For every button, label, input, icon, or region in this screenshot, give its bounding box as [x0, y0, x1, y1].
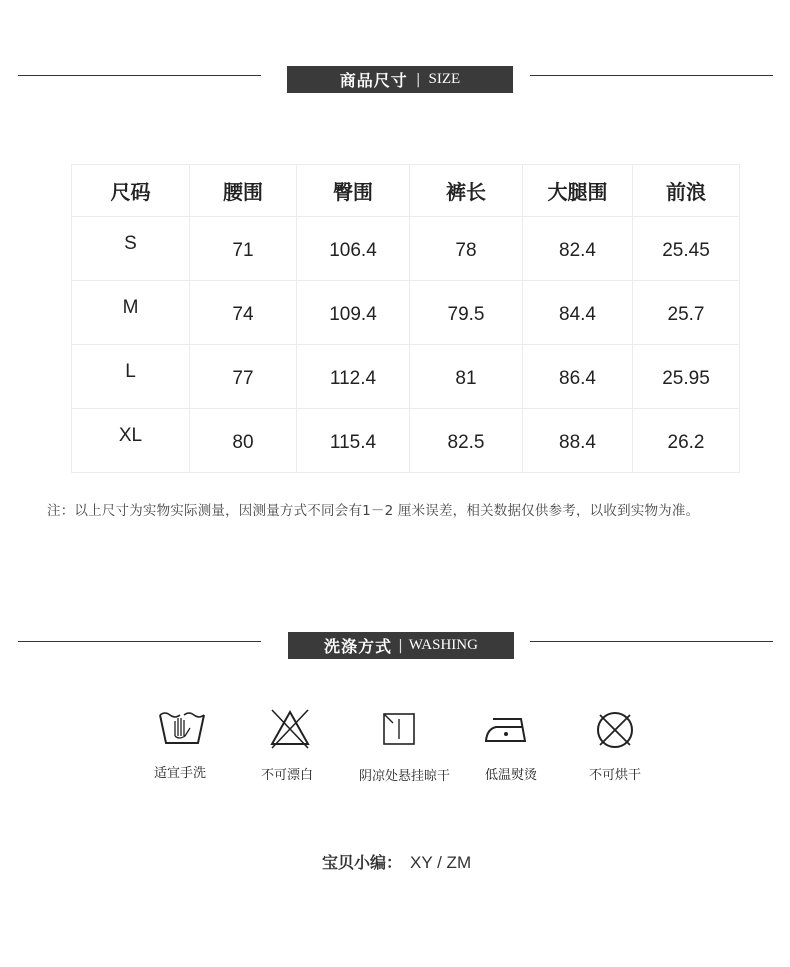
header-front-rise: 前浪 — [633, 165, 740, 217]
table-row — [72, 281, 740, 345]
hip-cell: 106.4 — [297, 217, 410, 281]
waist-cell: 71 — [190, 217, 297, 281]
hip-cell: 115.4 — [297, 409, 410, 473]
size-title-cn: 商品尺寸 — [339, 71, 408, 90]
thigh-cell: 84.4 — [523, 281, 633, 345]
thigh-cell: 88.4 — [523, 409, 633, 473]
thigh-cell: 82.4 — [523, 217, 633, 281]
length-cell: 79.5 — [410, 281, 523, 345]
size-divider-right — [530, 75, 773, 76]
thigh-cell: 86.4 — [523, 345, 633, 409]
shade-hang-dry-icon — [381, 711, 417, 747]
length-cell: 81 — [410, 345, 523, 409]
size-cell: L — [72, 345, 190, 409]
length-cell: 78 — [410, 217, 523, 281]
size-table — [71, 164, 740, 473]
no-tumble-dry-label: 不可烘干 — [589, 768, 642, 783]
length-cell: 82.5 — [410, 409, 523, 473]
front-rise-cell: 25.45 — [633, 217, 740, 281]
editor-label: 宝贝小编： — [322, 853, 403, 872]
size-cell: S — [72, 217, 190, 281]
low-iron-icon — [483, 713, 531, 747]
editor-value: XY / ZM — [410, 853, 472, 872]
header-size: 尺码 — [72, 165, 190, 217]
front-rise-cell: 26.2 — [633, 409, 740, 473]
header-hip: 臀围 — [297, 165, 410, 217]
header-length: 裤长 — [410, 165, 523, 217]
table-row — [72, 345, 740, 409]
waist-cell: 80 — [190, 409, 297, 473]
waist-cell: 74 — [190, 281, 297, 345]
editor-credit — [322, 850, 471, 873]
size-section-banner — [287, 66, 513, 93]
washing-title-en: WASHING — [408, 637, 478, 653]
table-row — [72, 409, 740, 473]
no-bleach-label: 不可漂白 — [261, 768, 314, 783]
size-table-header-row — [72, 165, 740, 217]
low-iron-label: 低温熨烫 — [485, 768, 538, 783]
header-waist: 腰围 — [190, 165, 297, 217]
washing-divider-left — [18, 641, 261, 642]
size-cell: M — [72, 281, 190, 345]
washing-title-separator: | — [398, 637, 403, 654]
shade-hang-dry-label: 阴凉处悬挂晾干 — [359, 769, 451, 784]
washing-divider-right — [530, 641, 773, 642]
size-title-en: SIZE — [428, 71, 461, 87]
size-cell: XL — [72, 409, 190, 473]
size-divider-left — [18, 75, 261, 76]
no-tumble-dry-icon — [593, 708, 637, 752]
waist-cell: 77 — [190, 345, 297, 409]
size-title-separator: | — [415, 71, 421, 88]
hand-wash-icon — [157, 709, 207, 749]
washing-section-banner — [288, 632, 514, 659]
hand-wash-label: 适宜手洗 — [154, 766, 207, 781]
front-rise-cell: 25.95 — [633, 345, 740, 409]
washing-title-cn: 洗涤方式 — [324, 637, 393, 656]
table-row — [72, 217, 740, 281]
front-rise-cell: 25.7 — [633, 281, 740, 345]
hip-cell: 112.4 — [297, 345, 410, 409]
hip-cell: 109.4 — [297, 281, 410, 345]
no-bleach-icon — [268, 708, 312, 750]
header-thigh: 大腿围 — [523, 165, 633, 217]
measurement-note: 注：以上尺寸为实物实际测量，因测量方式不同会有1－2 厘米误差，相关数据仅供参考，以收到实物为准。 — [47, 503, 700, 519]
